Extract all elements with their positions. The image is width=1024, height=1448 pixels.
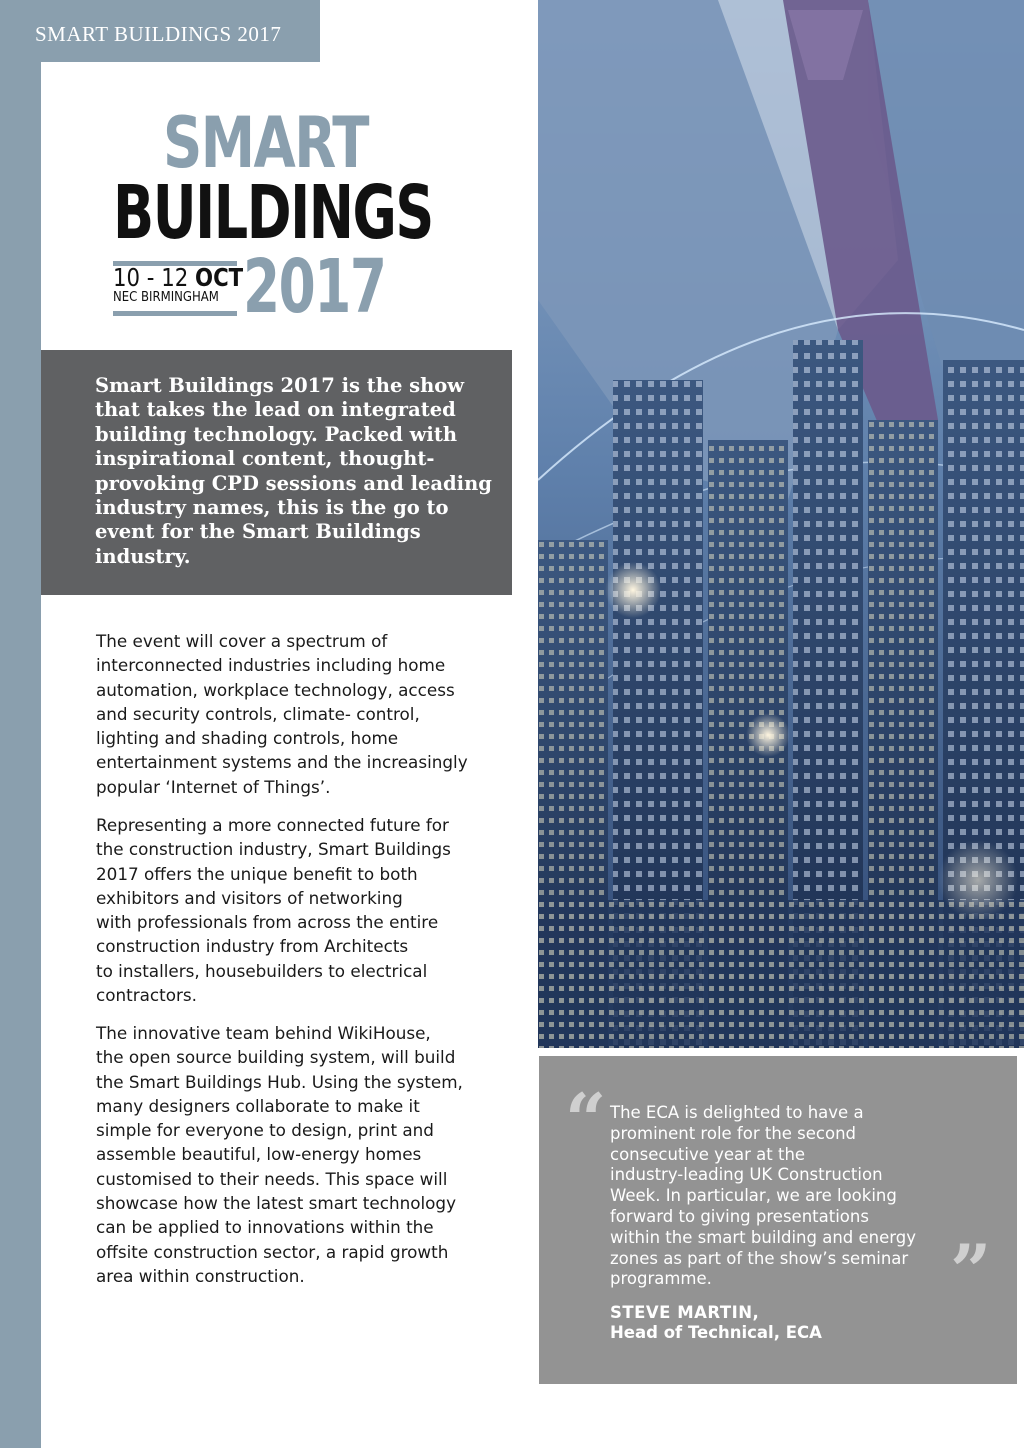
logo-word-smart: SMART	[163, 102, 368, 184]
body-paragraph-2: Representing a more connected future for the construction industry, Smart Buildings 2017 offers the unique benefit to both exhibitors and visitors of networking with professionals from across the entire construction industry from Architects to installers, housebuilders to electrical contractors.	[96, 815, 451, 1006]
logo-word-buildings: BUILDINGS	[113, 170, 433, 256]
body-paragraph-1: The event will cover a spectrum of interconnected industries including home automation, workplace technology, access and security controls, climate- control, lighting and shading controls, home entertainment systems and the increasingly popular ‘Internet of Things’.	[96, 631, 468, 797]
left-accent-bar	[0, 0, 41, 1448]
logo-venue: NEC BIRMINGHAM	[113, 290, 219, 305]
logo-year: 2017	[243, 244, 386, 330]
close-quote-icon: ”	[950, 1228, 992, 1313]
hero-photo-businessman-city	[538, 0, 1024, 1048]
section-header-tab	[0, 0, 320, 62]
logo-dates	[113, 265, 243, 290]
quote-author-role: Head of Technical, ECA	[610, 1323, 822, 1342]
open-quote-icon: “	[565, 1077, 607, 1162]
logo-dates-days: 10 - 12	[113, 263, 196, 292]
quote-author-name: STEVE MARTIN,	[610, 1303, 760, 1322]
intro-text: Smart Buildings 2017 is the show that takes the lead on integrated building technology. Packed with inspirational content, thought-provoking CPD sessions and leading industry names, this is the go to event for the Smart Buildings industry.	[95, 374, 492, 568]
quote-text: The ECA is delighted to have a prominent role for the second consecutive year at the industry-leading UK Construction Week. In particular, we are looking forward to giving presentations within the smart building and energy zones as part of the show’s seminar programme.	[610, 1103, 917, 1289]
body-paragraph-3: The innovative team behind WikiHouse, the open source building system, will build the Smart Buildings Hub. Using the system, many designers collaborate to make it simple for everyone to design, print and assemble beautiful, low-energy homes customised to their needs. This space will showcase how the latest smart technology can be applied to innovations within the offsite construction sector, a rapid growth area within construction.	[96, 1023, 463, 1286]
logo-dates-month: OCT	[195, 263, 244, 292]
section-title: SMART BUILDINGS 2017	[35, 22, 282, 46]
logo-rule-bottom	[113, 311, 237, 316]
